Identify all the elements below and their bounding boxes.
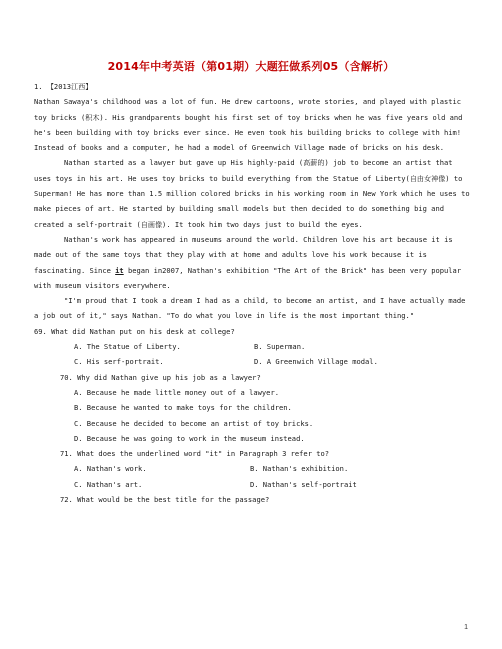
question-71-option-a: A. Nathan's work. xyxy=(74,464,147,474)
section-source: 【2013江西】 xyxy=(46,82,93,91)
question-69-stem: 69. What did Nathan put on his desk at college? xyxy=(34,326,235,336)
document-body xyxy=(34,79,470,507)
question-71-options-row-2 xyxy=(34,477,470,492)
question-70-option-c: C. Because he decided to become an artist of toy bricks. xyxy=(74,418,314,428)
question-71-option-c: C. Nathan's art. xyxy=(74,479,143,489)
section-number: 1. xyxy=(34,82,43,91)
passage-paragraph-3-end: began in2007, Nathan's exhibition "The Art of the Brick" has been very popular with museum visitors everywhere. xyxy=(34,265,462,290)
question-69-option-a: A. The Statue of Liberty. xyxy=(74,342,181,352)
passage-paragraph-4: "I'm proud that I took a dream I had as a child, to become an artist, and I have actually made a job out of it," says Nathan. "To do what you love in life is the most important thing." xyxy=(34,296,466,321)
passage-paragraph-3 xyxy=(34,232,470,293)
question-70-option-d: D. Because he was going to work in the museum instead. xyxy=(74,433,305,443)
question-69-option-d: D. A Greenwich Village modal. xyxy=(254,357,378,367)
question-69-option-c: C. His serf-portrait. xyxy=(74,357,164,367)
underlined-word-it: it xyxy=(115,265,124,275)
passage-paragraph-1: Nathan Sawaya's childhood was a lot of fun. He drew cartoons, wrote stories, and played with plastic toy bricks (积木). His grandparents bought his first set of toy bricks when he was five years old and he's been building with toy bricks ever since. He even took his building bricks to college with him! Instead of books and a computer, he had a model of Greenwich Village made of bricks on his desk. xyxy=(34,97,463,153)
question-69-options-row-2 xyxy=(34,354,470,369)
question-69-option-b: B. Superman. xyxy=(254,342,306,352)
passage-paragraph-3-start: Nathan's work has appeared in museums around the world. Children love his art because it is made out of the same toys that they play with at home and adults love his work because it is fascinating. Since xyxy=(34,234,453,275)
question-71-option-b: B. Nathan's exhibition. xyxy=(250,464,349,474)
question-71-options-row-1 xyxy=(34,461,470,476)
page-title: 2014年中考英语（第01期）大题狂做系列05（含解析） xyxy=(107,60,395,73)
section-header xyxy=(34,79,470,94)
passage-paragraph-2: Nathan started as a lawyer but gave up His highly-paid (高薪的) job to become an artist that uses toys in his art. He uses toy bricks to build everything from the Statue of Liberty(自由女神像) to Superman! He has more than 1.5 million colored bricks in his working room in New York which he uses to make pieces of art. He started by building small models but then decided to do something big and created a self-portrait (自画像). It took him two days just to build the eyes. xyxy=(34,158,470,229)
question-70-stem: 70. Why did Nathan give up his job as a lawyer? xyxy=(60,372,261,382)
question-70-option-b: B. Because he wanted to make toys for the children. xyxy=(74,403,292,413)
question-72-stem: 72. What would be the best title for the passage? xyxy=(60,495,270,505)
question-71-option-d: D. Nathan's self-portrait xyxy=(250,479,357,489)
page-number: 1 xyxy=(464,624,468,631)
question-71-stem: 71. What does the underlined word "it" in Paragraph 3 refer to? xyxy=(60,449,330,459)
question-70-option-a: A. Because he made little money out of a lawyer. xyxy=(74,387,279,397)
question-69-options-row-1 xyxy=(34,339,470,354)
